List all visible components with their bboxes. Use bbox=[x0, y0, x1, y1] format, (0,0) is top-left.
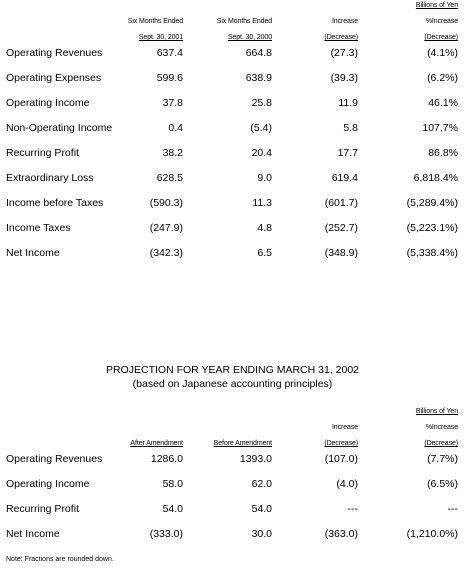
row-value-current: (590.3) bbox=[149, 197, 183, 209]
row-value-current: 637.4 bbox=[156, 47, 183, 59]
unit-label: Billions of Yen bbox=[415, 2, 458, 9]
row-value-pct: --- bbox=[447, 503, 458, 515]
row-value-change: (348.9) bbox=[324, 247, 358, 259]
row-value-before: 1393.0 bbox=[239, 453, 272, 465]
row-label: Operating Income bbox=[6, 478, 90, 490]
row-value-current: 38.2 bbox=[162, 147, 183, 159]
col4-header-line1: %Increase bbox=[425, 18, 458, 25]
col2-header-line1: Six Months Ended bbox=[216, 18, 272, 25]
row-value-pct: 6,818.4% bbox=[413, 172, 458, 184]
row-value-prior: 20.4 bbox=[251, 147, 272, 159]
row-value-prior: 638.9 bbox=[245, 72, 272, 84]
row-value-before: 30.0 bbox=[251, 528, 272, 540]
row-value-current: (342.3) bbox=[149, 247, 183, 259]
col3-header-line1: Increase bbox=[331, 18, 358, 25]
row-value-after: (333.0) bbox=[149, 528, 183, 540]
col1-header-line1: Six Months Ended bbox=[127, 18, 183, 25]
row-value-pct: (6.5%) bbox=[427, 478, 458, 490]
row-value-change: 5.8 bbox=[343, 122, 358, 134]
row-value-pct: (4.1%) bbox=[427, 47, 458, 59]
row-value-prior: 25.8 bbox=[251, 97, 272, 109]
row-value-change: (601.7) bbox=[324, 197, 358, 209]
row-value-prior: 11.3 bbox=[252, 197, 272, 209]
row-value-prior: 6.5 bbox=[257, 247, 272, 259]
projection-unit-label: Billions of Yen bbox=[415, 408, 458, 415]
row-value-current: 0.4 bbox=[168, 122, 183, 134]
row-value-pct: (5,338.4%) bbox=[406, 247, 458, 259]
row-value-pct: (1,210.0%) bbox=[406, 528, 458, 540]
proj-col3-header-line2: (Decrease) bbox=[324, 440, 358, 447]
proj-col4-header-line1: %Increase bbox=[425, 424, 458, 431]
row-value-prior: 4.8 bbox=[257, 222, 272, 234]
row-value-current: 599.6 bbox=[156, 72, 183, 84]
row-label: Income Taxes bbox=[6, 222, 71, 234]
row-value-current: (247.9) bbox=[149, 222, 183, 234]
row-value-pct: 107.7% bbox=[422, 122, 458, 134]
row-value-prior: 9.0 bbox=[257, 172, 272, 184]
row-label: Net Income bbox=[6, 247, 60, 259]
row-value-pct: 46.1% bbox=[428, 97, 458, 109]
row-value-change: 619.4 bbox=[331, 172, 358, 184]
proj-col1-header: After Amendment bbox=[130, 440, 183, 447]
row-value-after: 58.0 bbox=[162, 478, 183, 490]
row-value-pct: 86.8% bbox=[428, 147, 458, 159]
col2-header-line2: Sept. 30, 2000 bbox=[227, 34, 272, 41]
row-value-current: 37.8 bbox=[162, 97, 183, 109]
row-label: Operating Revenues bbox=[6, 453, 103, 465]
row-label: Net Income bbox=[6, 528, 60, 540]
row-label: Operating Expenses bbox=[6, 72, 102, 84]
row-value-current: 628.5 bbox=[156, 172, 183, 184]
row-value-before: 54.0 bbox=[251, 503, 272, 515]
row-label: Income before Taxes bbox=[6, 197, 104, 209]
proj-col4-header-line2: (Decrease) bbox=[424, 440, 458, 447]
row-label: Extraordinary Loss bbox=[6, 172, 94, 184]
proj-col2-header: Before Amendment bbox=[213, 440, 272, 447]
row-value-before: 62.0 bbox=[251, 478, 272, 490]
row-label: Operating Income bbox=[6, 97, 90, 109]
row-value-pct: (5,223.1%) bbox=[406, 222, 458, 234]
row-value-pct: (6.2%) bbox=[427, 72, 458, 84]
row-label: Non-Operating Income bbox=[6, 122, 113, 134]
row-label: Operating Revenues bbox=[6, 47, 103, 59]
col4-header-line2: (Decrease) bbox=[424, 34, 458, 41]
footnote: Note: Fractions are rounded down. bbox=[6, 556, 114, 563]
proj-col3-header-line1: Increase bbox=[331, 424, 358, 431]
row-value-change: 11.9 bbox=[338, 97, 358, 109]
row-value-change: 17.7 bbox=[337, 147, 358, 159]
row-value-prior: (5.4) bbox=[250, 122, 272, 134]
row-value-after: 1286.0 bbox=[150, 453, 183, 465]
row-value-change: (27.3) bbox=[330, 47, 358, 59]
row-value-change: (252.7) bbox=[324, 222, 358, 234]
row-label: Recurring Profit bbox=[6, 147, 79, 159]
col3-header-line2: (Decrease) bbox=[324, 34, 358, 41]
row-value-change: --- bbox=[347, 503, 358, 515]
row-value-change: (107.0) bbox=[324, 453, 358, 465]
row-value-prior: 664.8 bbox=[245, 47, 272, 59]
row-value-pct: (5,289.4%) bbox=[406, 197, 458, 209]
row-value-change: (39.3) bbox=[330, 72, 358, 84]
row-value-change: (4.0) bbox=[336, 478, 358, 490]
projection-title: PROJECTION FOR YEAR ENDING MARCH 31, 2002 bbox=[105, 364, 360, 376]
row-value-change: (363.0) bbox=[324, 528, 358, 540]
col1-header-line2: Sept. 30, 2001 bbox=[138, 34, 183, 41]
row-label: Recurring Profit bbox=[6, 503, 79, 515]
row-value-after: 54.0 bbox=[162, 503, 183, 515]
projection-subtitle: (based on Japanese accounting principles) bbox=[132, 378, 333, 390]
row-value-pct: (7.7%) bbox=[427, 453, 458, 465]
